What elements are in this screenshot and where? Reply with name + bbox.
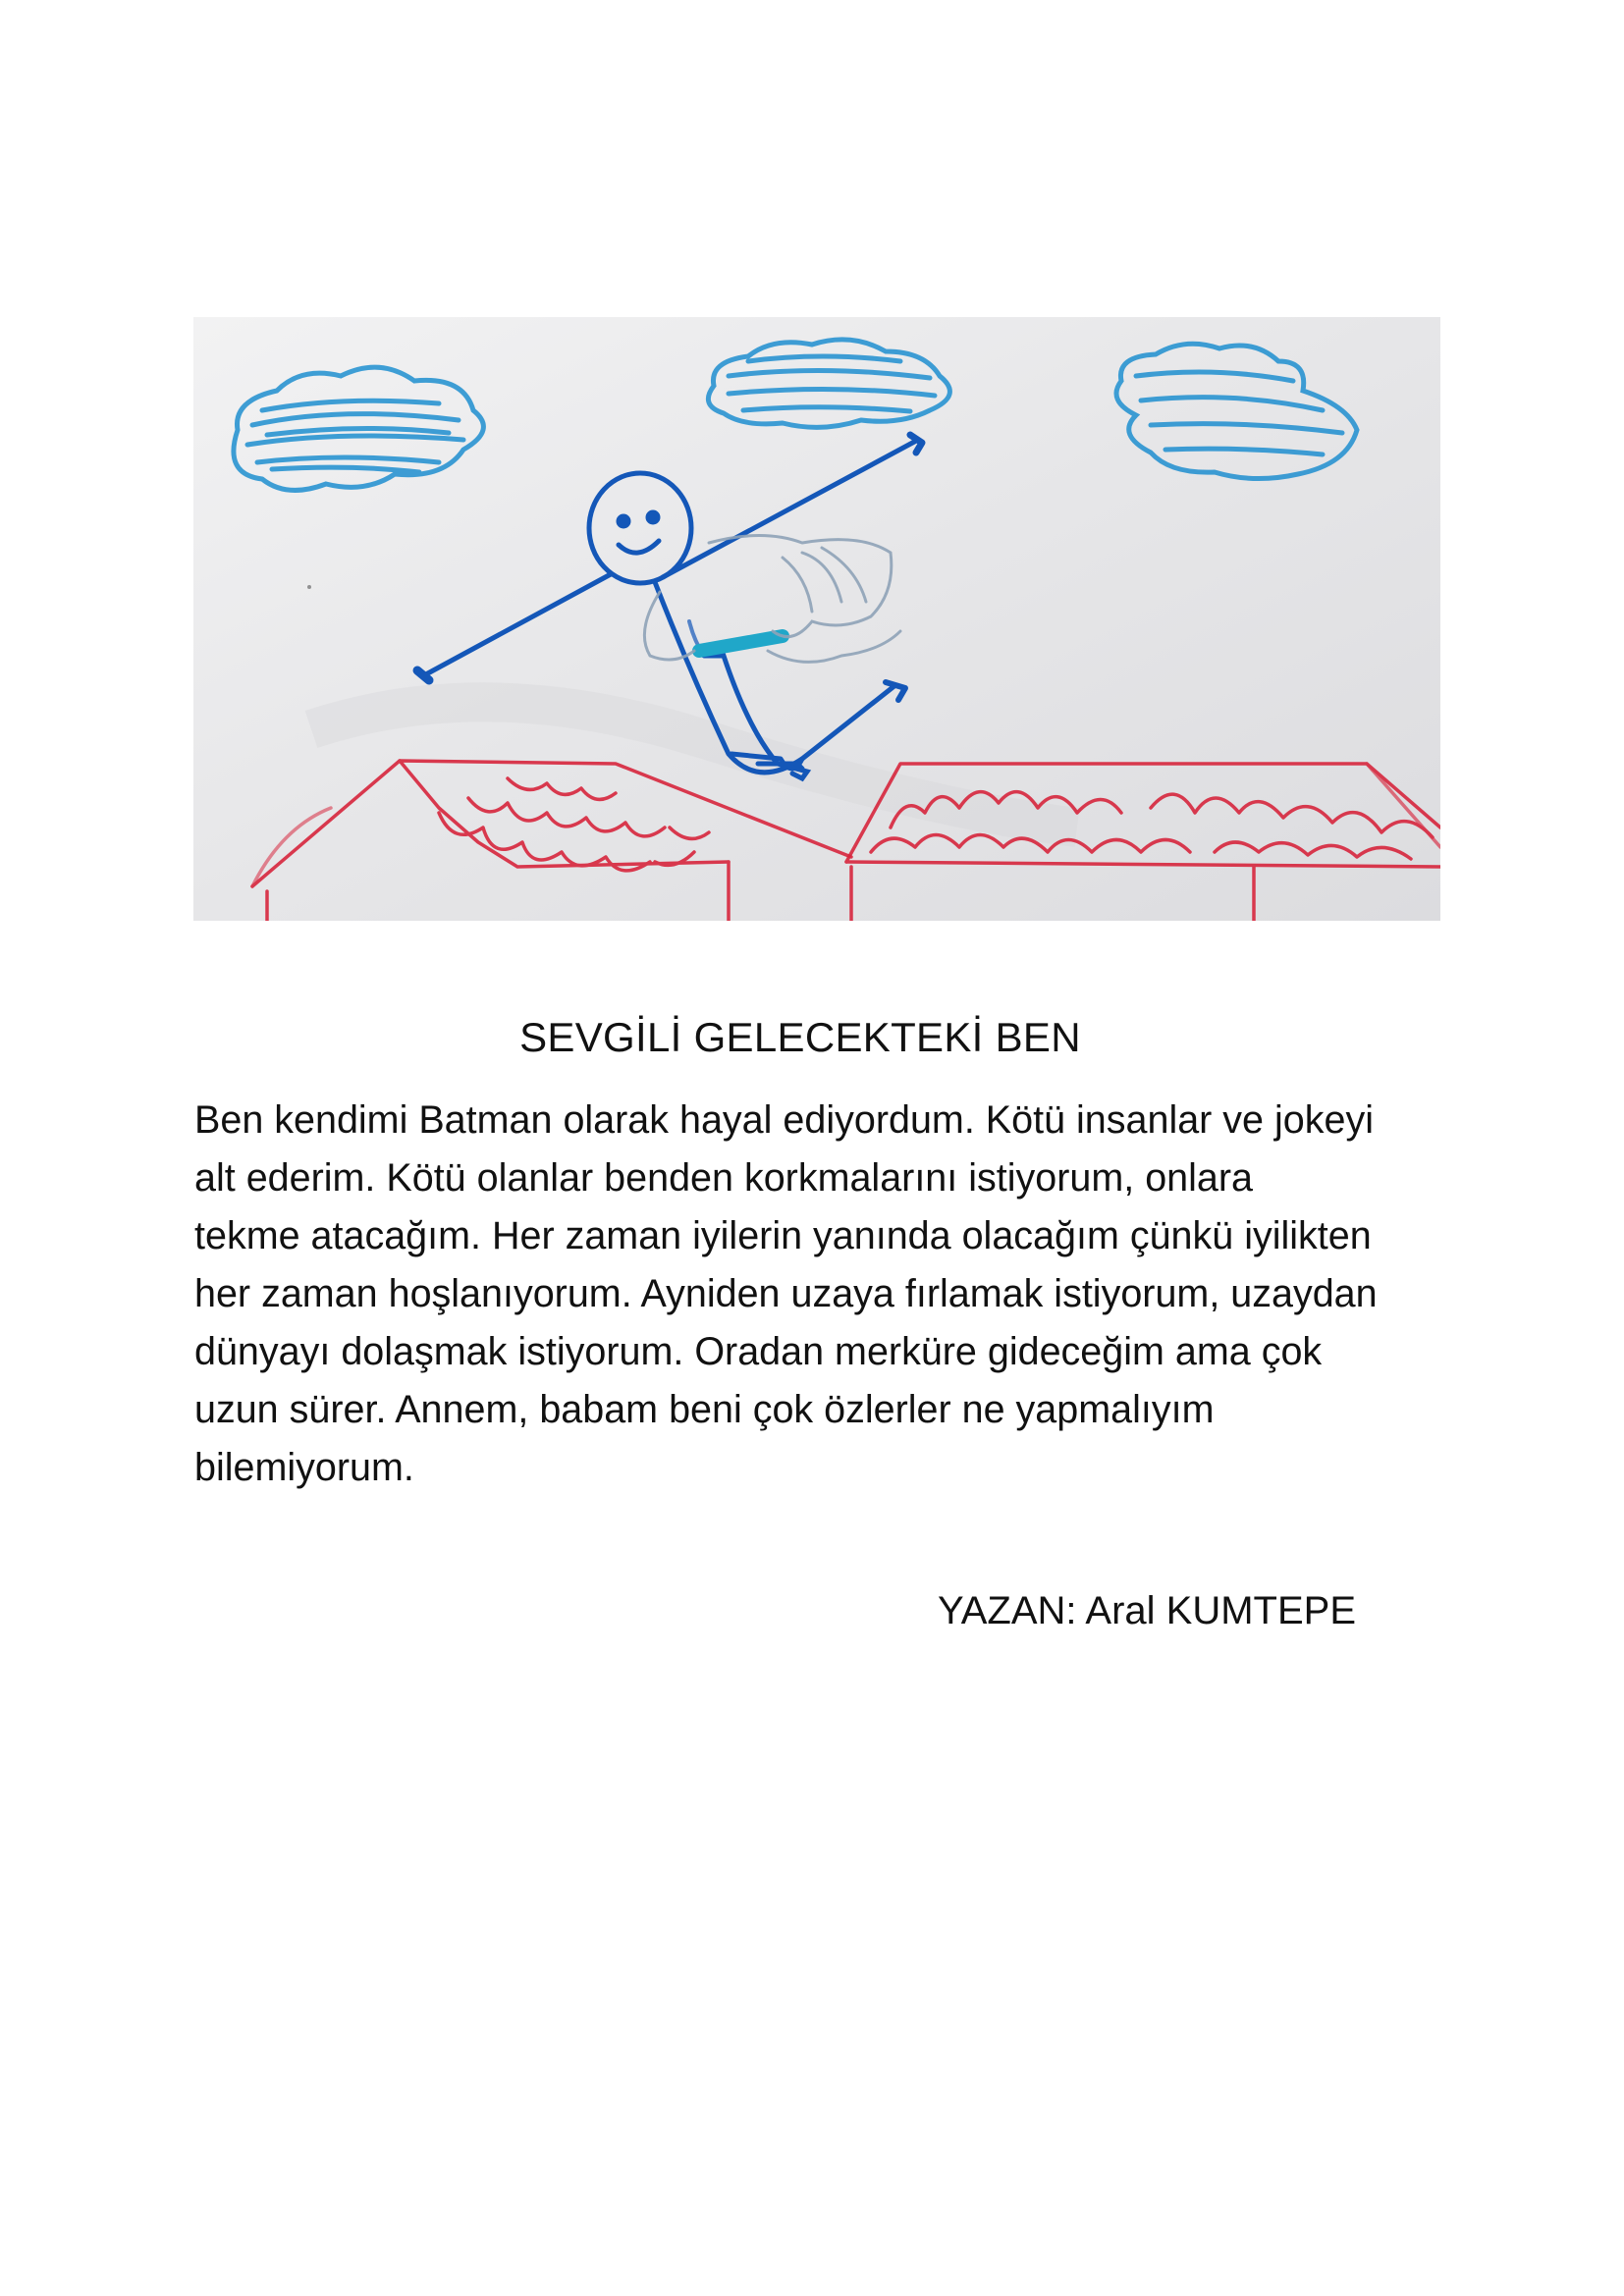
child-drawing [193, 317, 1440, 921]
figure-eye-right [648, 512, 658, 522]
body-paragraph [194, 1092, 1451, 1497]
author-signature: YAZAN: Aral KUMTEPE [938, 1589, 1357, 1632]
figure-eye-left [619, 516, 628, 526]
paragraph-line: Ben kendimi Batman olarak hayal ediyordum. Kötü insanlar ve jokeyi [194, 1098, 1374, 1142]
drawing-svg [193, 317, 1440, 921]
paragraph-line: bilemiyorum. [194, 1446, 414, 1489]
paragraph-line: her zaman hoşlanıyorum. Ayniden uzaya fırlamak istiyorum, uzaydan [194, 1272, 1378, 1315]
paragraph-line: dünyayı dolaşmak istiyorum. Oradan merküre gideceğim ama çok [194, 1330, 1323, 1373]
paragraph-line: uzun sürer. Annem, babam beni çok özlerler ne yapmalıyım [194, 1388, 1215, 1431]
paragraph-line: tekme atacağım. Her zaman iyilerin yanında olacağım çünkü iyilikten [194, 1214, 1372, 1257]
paragraph-line: alt ederim. Kötü olanlar benden korkmalarını istiyorum, onlara [194, 1156, 1253, 1200]
document-title: SEVGİLİ GELECEKTEKİ BEN [519, 1014, 1081, 1060]
